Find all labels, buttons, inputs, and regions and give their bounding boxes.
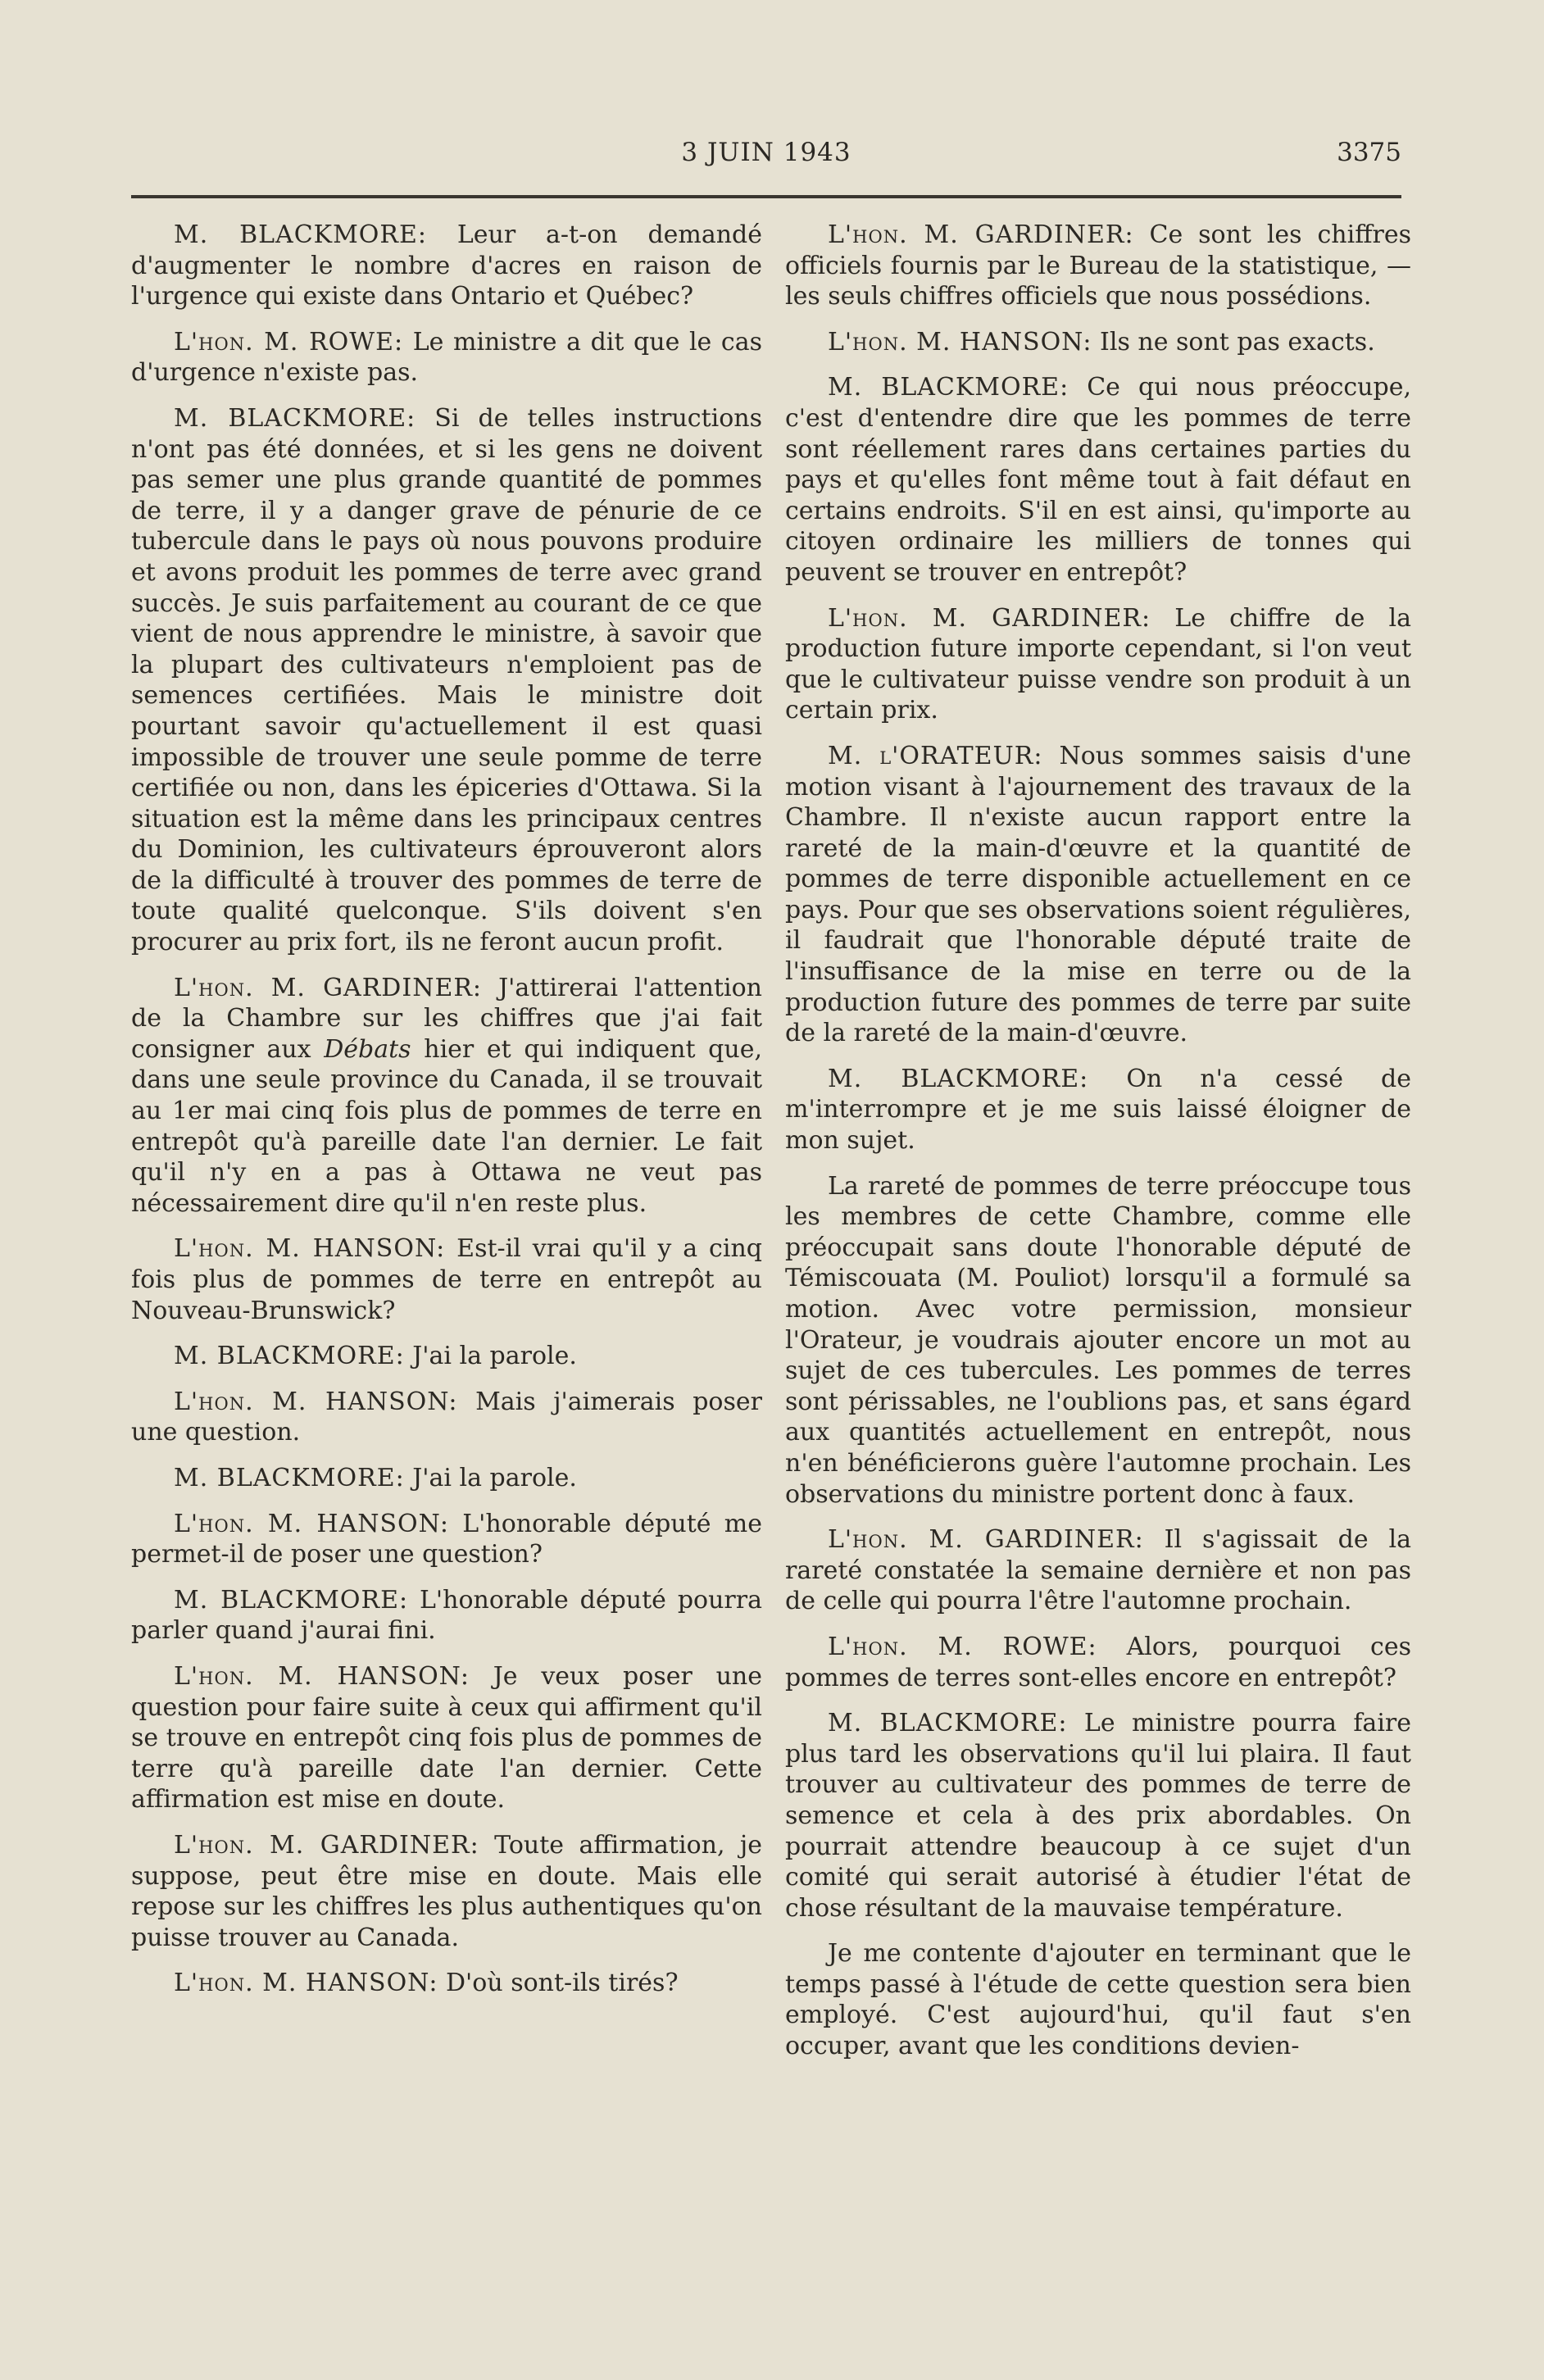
speaker-name: L'hon. M. HANSON: bbox=[174, 1387, 458, 1416]
paragraph bbox=[785, 220, 1411, 312]
paragraph bbox=[785, 603, 1411, 726]
speech-text: Ils ne sont pas exacts. bbox=[1100, 327, 1375, 357]
paragraph bbox=[131, 1661, 762, 1815]
speech-text: L'honorable député pourra parler quand j'aurai fini. bbox=[131, 1585, 762, 1646]
paragraph bbox=[131, 327, 762, 388]
right-column bbox=[785, 220, 1411, 2077]
header-rule bbox=[131, 195, 1401, 198]
speaker-name: L'hon. M. ROWE: bbox=[174, 327, 404, 357]
speech-text: Si de telles instructions n'ont pas été données, et si les gens ne doivent pas semer une plus grande quantité de pommes de terre, il y a danger grave de pénurie de ce tubercule dans le pays où nous pouvons produire et avons produit les pommes de terre avec grand succès. Je suis parfaitement au courant de ce que vient de nous apprendre le ministre, à savoir que la plupart des cultivateurs n'emploient pas de semences certifiées. Mais le ministre doit pourtant savoir qu'actuellement il est quasi impossible de trouver une seule pomme de terre certifiée ou non, dans les épiceries d'Ottawa. Si la situation est la même dans les principaux centres du Dominion, les cultivateurs éprouveront alors de la difficulté à trouver des pommes de terre de toute qualité quelconque. S'ils doivent s'en procurer au prix fort, ils ne feront aucun profit. bbox=[131, 403, 762, 957]
page-header bbox=[131, 138, 1401, 187]
speaker-name: L'hon. M. GARDINER: bbox=[828, 603, 1151, 633]
speech-text: Alors, pourquoi ces pommes de terres sont-elles encore en entrepôt? bbox=[785, 1632, 1411, 1692]
speech-text: J'ai la parole. bbox=[412, 1463, 577, 1492]
speaker-name: M. BLACKMORE: bbox=[828, 1064, 1089, 1093]
paragraph bbox=[131, 403, 762, 958]
paragraph bbox=[785, 1524, 1411, 1617]
speaker-name: L'hon. M. ROWE: bbox=[828, 1632, 1097, 1661]
paragraph bbox=[131, 1830, 762, 1953]
paragraph bbox=[131, 1387, 762, 1448]
speech-text: La rareté de pommes de terre préoccupe tous les membres de cette Chambre, comme elle préoccupait sans doute l'honorable député de Témiscouata (M. Pouliot) lorsqu'il a formulé sa motion. Avec votre permission, monsieur l'Orateur, je voudrais ajouter encore un mot au sujet de ces tubercules. Les pommes de terres sont périssables, ne l'oublions pas, et sans égard aux quantités actuellement en entrepôt, nous n'en bénéficierons guère l'automne prochain. Les observations du ministre portent donc à faux. bbox=[785, 1171, 1411, 1509]
header-date: 3 JUIN 1943 bbox=[681, 138, 851, 167]
paragraph bbox=[785, 1632, 1411, 1693]
paragraph bbox=[131, 220, 762, 312]
speaker-name: M. BLACKMORE: bbox=[828, 1709, 1068, 1738]
speech-text: On n'a cessé de m'interrompre et je me suis laissé éloigner de mon sujet. bbox=[785, 1064, 1411, 1156]
speaker-name: M. BLACKMORE: bbox=[174, 1463, 405, 1492]
speech-text: Le ministre a dit que le cas d'urgence n'existe pas. bbox=[131, 327, 762, 388]
paragraph bbox=[785, 327, 1411, 358]
speaker-name: M. l'ORATEUR: bbox=[828, 741, 1043, 770]
paragraph bbox=[131, 1509, 762, 1570]
paragraph bbox=[785, 372, 1411, 588]
paragraph bbox=[131, 1463, 762, 1494]
paragraph bbox=[131, 1233, 762, 1326]
speech-text: Mais j'aimerais poser une question. bbox=[131, 1387, 762, 1447]
speech-text: Est-il vrai qu'il y a cinq fois plus de pommes de terre en entrepôt au Nouveau-Brunswick? bbox=[131, 1234, 762, 1325]
speaker-name: M. BLACKMORE: bbox=[174, 220, 427, 249]
speech-text: Ce sont les chiffres officiels fournis par le Bureau de la statistique, —les seuls chiffres officiels que nous possédions. bbox=[785, 220, 1411, 311]
paragraph bbox=[131, 1968, 762, 1999]
speaker-name: L'hon. M. GARDINER: bbox=[174, 1830, 479, 1860]
speech-text: Le chiffre de la production future importe cependant, si l'on veut que le cultivateur puisse vendre son produit à un certain prix. bbox=[785, 603, 1411, 725]
paragraph bbox=[785, 1938, 1411, 2061]
speaker-name: L'hon. M. HANSON: bbox=[828, 327, 1092, 357]
paragraph bbox=[785, 1064, 1411, 1156]
paragraph bbox=[785, 1708, 1411, 1924]
speech-text: Je me contente d'ajouter en terminant que le temps passé à l'étude de cette question sera bien employé. C'est aujourd'hui, qu'il faut s'en occuper, avant que les conditions devien- bbox=[785, 1939, 1411, 2061]
paragraph bbox=[131, 1585, 762, 1646]
speaker-name: L'hon. M. GARDINER: bbox=[828, 220, 1134, 249]
speaker-name: L'hon. M. HANSON: bbox=[174, 1661, 470, 1691]
speech-text: J'ai la parole. bbox=[412, 1342, 577, 1371]
speaker-name: M. BLACKMORE: bbox=[828, 373, 1069, 402]
paragraph bbox=[785, 1171, 1411, 1510]
left-column bbox=[131, 220, 762, 2014]
speaker-name: M. BLACKMORE: bbox=[174, 1342, 405, 1371]
paragraph bbox=[131, 1341, 762, 1372]
speaker-name: L'hon. M. GARDINER: bbox=[828, 1525, 1144, 1555]
speaker-name: L'hon. M. HANSON: bbox=[174, 1969, 438, 1998]
speech-text: Leur a-t-on demandé d'augmenter le nombre d'acres en raison de l'urgence qui existe dans Ontario et Québec? bbox=[131, 220, 763, 311]
speech-text: Ce qui nous préoccupe, c'est d'entendre dire que les pommes de terre sont réellement rares dans certaines parties du pays et qu'elles font même tout à fait défaut en certains endroits. S'il en est ainsi, qu'importe au citoyen ordinaire les milliers de tonnes qui peuvent se trouver en entrepôt? bbox=[785, 373, 1411, 587]
speech-text: hier et qui indiquent que, dans une seule province du Canada, il se trouvait au 1er mai cinq fois plus de pommes de terre en entrepôt qu'à pareille date l'an dernier. Le fait qu'il n'y en a pas à Ottawa ne veut pas nécessairement dire qu'il n'en reste plus. bbox=[131, 1034, 762, 1218]
paragraph bbox=[131, 973, 762, 1220]
page-number: 3375 bbox=[1337, 138, 1401, 167]
speaker-name: L'hon. M. HANSON: bbox=[174, 1509, 449, 1538]
speech-text: Je veux poser une question pour faire suite à ceux qui affirment qu'il se trouve en entrepôt cinq fois plus de pommes de terre qu'à pareille date l'an dernier. Cette affirmation est mise en doute. bbox=[131, 1661, 762, 1815]
speaker-name: M. BLACKMORE: bbox=[174, 403, 416, 433]
speech-text: D'où sont-ils tirés? bbox=[446, 1969, 679, 1998]
paragraph bbox=[785, 741, 1411, 1049]
speech-text: J'attirerai l'attention de la Chambre sur les chiffres que j'ai fait consigner aux bbox=[131, 973, 762, 1064]
speech-text: Le ministre pourra faire plus tard les observations qu'il lui plaira. Il faut trouver au cultivateur des pommes de terre de semence et cela à des prix abordables. On pourrait attendre beaucoup à ce sujet d'un comité qui serait autorisé à étudier l'état de chose résultant de la mauvaise température. bbox=[785, 1709, 1412, 1923]
italic-title: Débats bbox=[324, 1034, 411, 1064]
speech-text: Nous sommes saisis d'une motion visant à l'ajournement des travaux de la Chambre. Il n'existe aucun rapport entre la rareté de la main-d'œuvre et la quantité de pommes de terre disponible actuellement en ce pays. Pour que ses observations soient régulières, il faudrait que l'honorable député traite de l'insuffisance de la mise en terre ou de la production future des pommes de terre par suite de la rareté de la main-d'œuvre. bbox=[785, 741, 1412, 1048]
speech-text: Il s'agissait de la rareté constatée la semaine dernière et non pas de celle qui pourra l'être l'automne prochain. bbox=[785, 1525, 1411, 1616]
speaker-name: L'hon. M. GARDINER: bbox=[174, 973, 483, 1002]
speaker-name: L'hon. M. HANSON: bbox=[174, 1234, 446, 1264]
speech-text: Toute affirmation, je suppose, peut être mise en doute. Mais elle repose sur les chiffres les plus authentiques qu'on puisse trouver au Canada. bbox=[131, 1830, 762, 1952]
speech-text: L'honorable député me permet-il de poser une question? bbox=[131, 1509, 762, 1569]
speaker-name: M. BLACKMORE: bbox=[174, 1585, 409, 1615]
